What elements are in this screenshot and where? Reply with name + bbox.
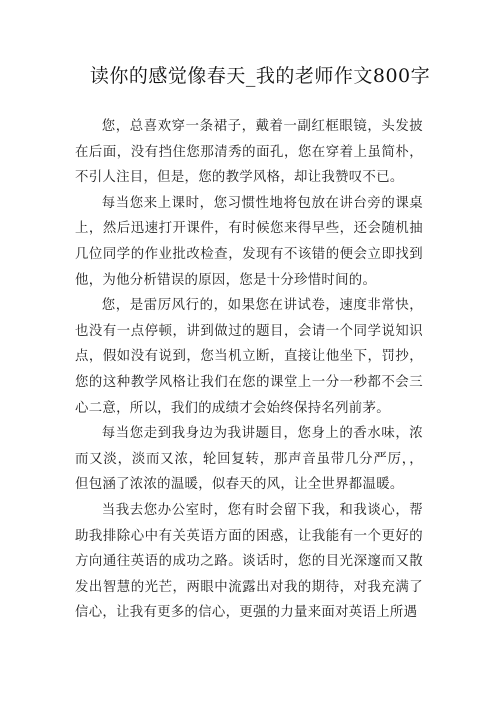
paragraph-3: 您，是雷厉风行的，如果您在讲试卷，速度非常快，也没有一点停顿，讲到做过的题目，会请一个同学说知识点，假如没有说到，您当机立断，直接让他坐下，罚抄，您的这种教学风格让我们在您的课堂上一分一秒都不会三心二意，所以，我们的成绩才会始终保持名列前茅。	[75, 298, 423, 416]
paragraph-5: 当我去您办公室时，您有时会留下我，和我谈心，帮助我排除心中有关英语方面的困惑，让我能有一个更好的方向通往英语的成功之路。谈话时，您的目光深邃而又散发出智慧的光芒，两眼中流露出对我的期待，对我充满了信心，让我有更多的信心，更强的力量来面对英语上所遇	[75, 502, 423, 621]
document-body	[75, 114, 423, 626]
document-title: 读你的感觉像春天_我的老师作文800字	[89, 65, 431, 87]
paragraph-2: 每当您来上课时，您习惯性地将包放在讲台旁的课桌上，然后迅速打开课件，有时候您来得早些，还会随机抽几位同学的作业批改检查，发现有不该错的便会立即找到他，为他分析错误的原因，您是十分珍惜时间的。	[75, 195, 423, 288]
paragraph-4: 每当您走到我身边为我讲题目，您身上的香水味，浓而又淡，淡而又浓，轮回复转，那声音虽带几分严厉，，但包涵了浓浓的温暖，似春天的风，让全世界都温暖。	[75, 426, 423, 493]
paragraph-1: 您，总喜欢穿一条裙子，戴着一副红框眼镜，头发披在后面，没有挡住您那清秀的面孔，您在穿着上虽简朴，不引人注目，但是，您的教学风格，却让我赞叹不已。	[75, 119, 423, 186]
